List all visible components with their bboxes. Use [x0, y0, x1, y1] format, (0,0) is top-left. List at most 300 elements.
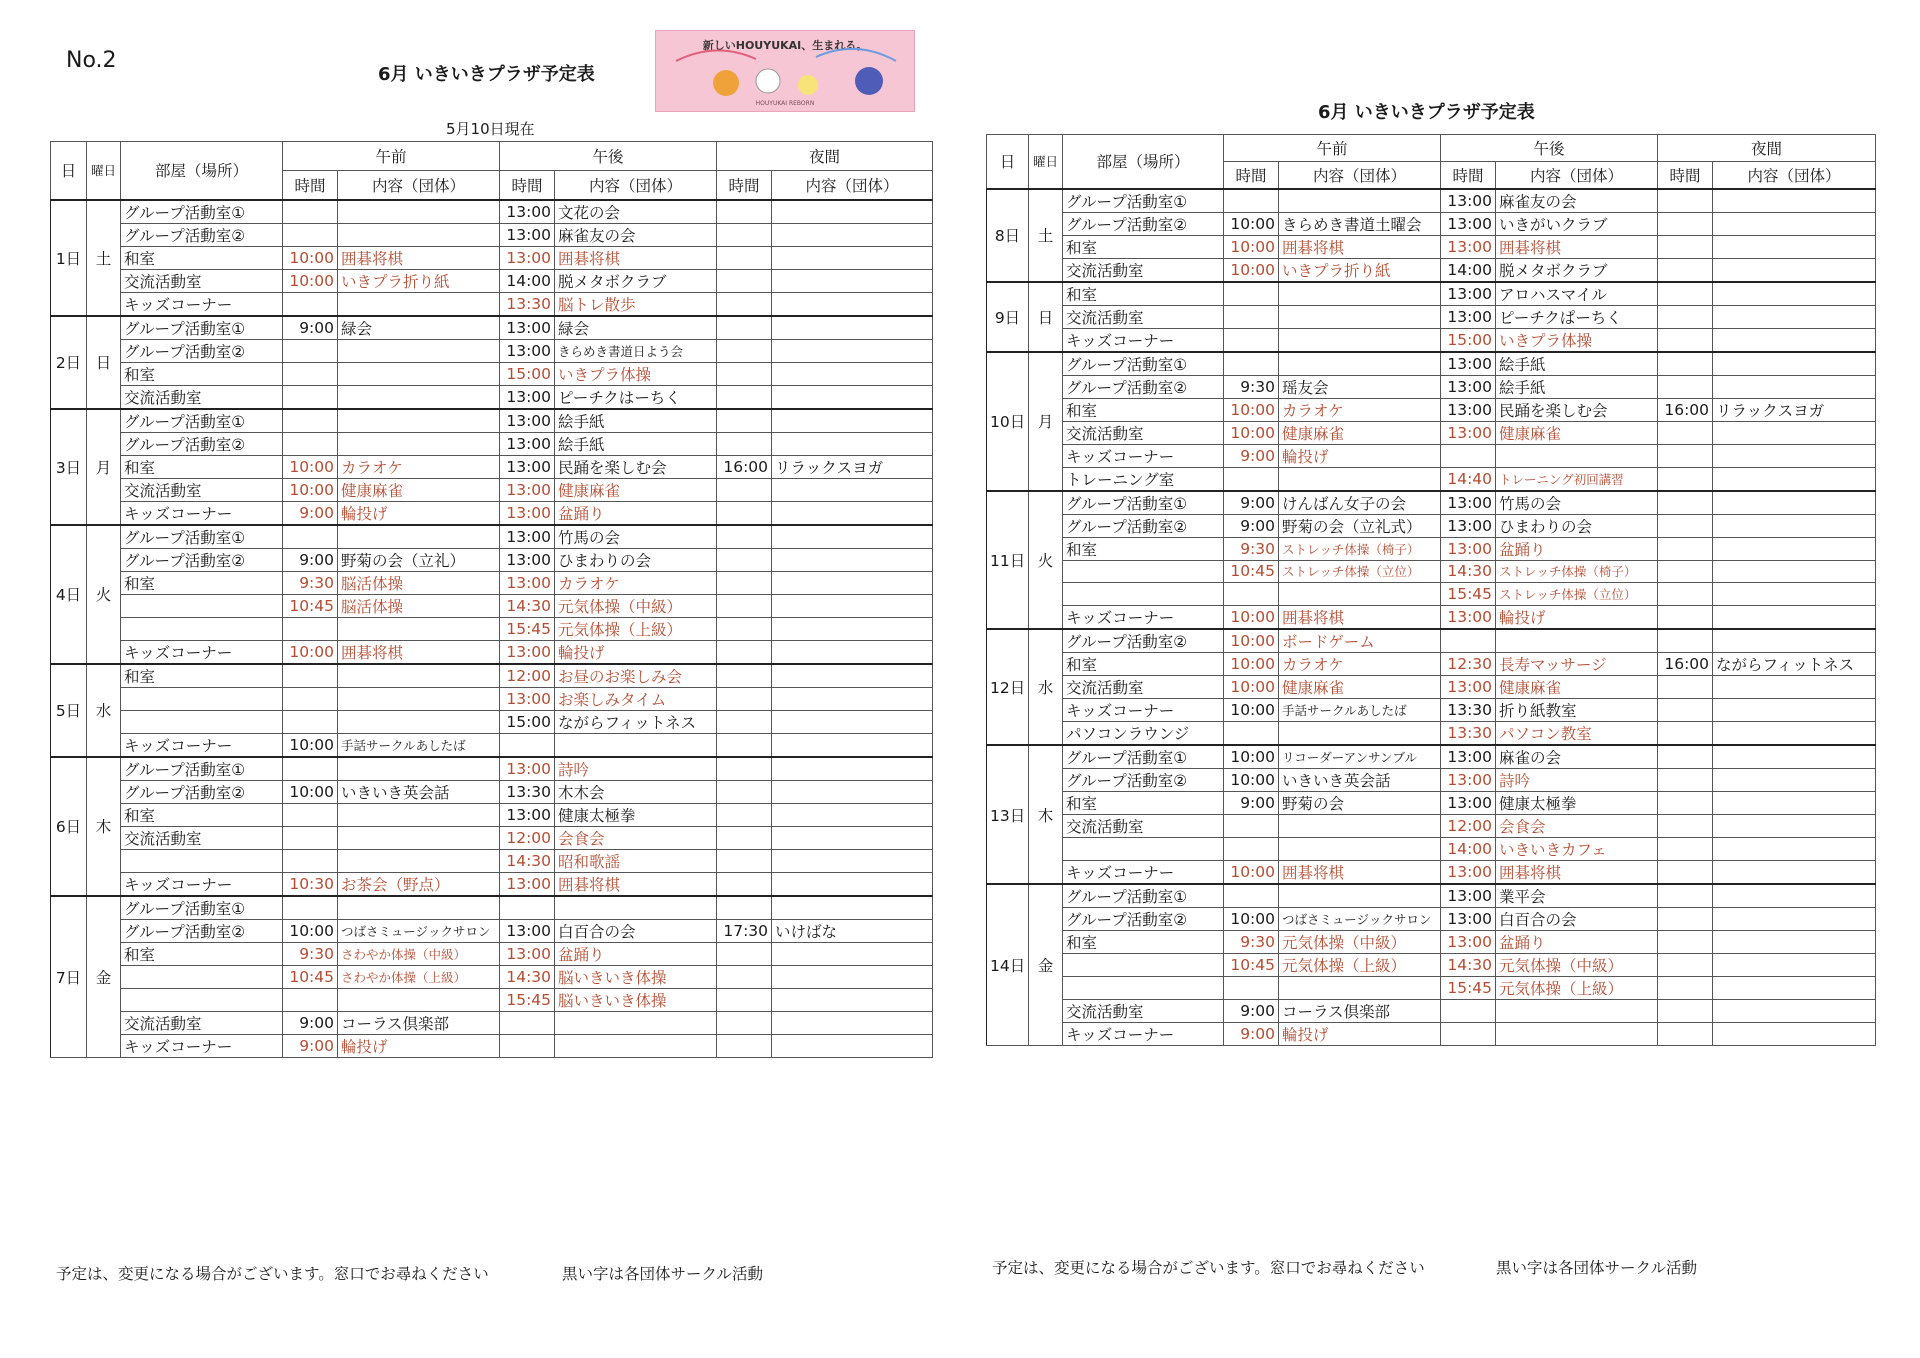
- day-cell: 2日: [51, 316, 87, 409]
- morning-time-cell: 9:30: [283, 942, 338, 965]
- night-content-cell: [772, 733, 933, 757]
- afternoon-content-cell: お楽しみタイム: [555, 687, 717, 710]
- morning-time-cell: 10:00: [1224, 676, 1279, 699]
- afternoon-content-cell: 健康麻雀: [555, 478, 717, 501]
- afternoon-content-cell: 囲碁将棋: [555, 246, 717, 269]
- afternoon-content-cell: 健康太極拳: [555, 803, 717, 826]
- night-time-cell: [717, 803, 772, 826]
- morning-time-cell: [1224, 189, 1279, 213]
- col-weekday: 曜日: [1029, 135, 1063, 189]
- room-cell: 交流活動室: [121, 478, 283, 501]
- night-content-cell: [772, 710, 933, 733]
- night-content-cell: [772, 292, 933, 316]
- banner-illustration-icon: [656, 31, 914, 111]
- morning-time-cell: 10:45: [1224, 954, 1279, 977]
- morning-time-cell: [283, 292, 338, 316]
- afternoon-time-cell: 13:00: [1441, 491, 1496, 515]
- morning-content-cell: ボードゲーム: [1279, 629, 1441, 653]
- afternoon-time-cell: 13:00: [500, 757, 555, 781]
- afternoon-content-cell: 民踊を楽しむ会: [555, 455, 717, 478]
- room-cell: キッズコーナー: [121, 292, 283, 316]
- night-time-cell: [1658, 676, 1713, 699]
- morning-content-cell: [1279, 467, 1441, 491]
- night-content-cell: [772, 640, 933, 664]
- room-cell: グループ活動室②: [121, 223, 283, 246]
- morning-content-cell: [1279, 838, 1441, 861]
- morning-time-cell: [283, 362, 338, 385]
- room-cell: [121, 617, 283, 640]
- schedule-row: [51, 362, 933, 385]
- morning-time-cell: [283, 826, 338, 849]
- schedule-row: [987, 815, 1876, 838]
- afternoon-content-cell: [555, 733, 717, 757]
- schedule-row: [51, 942, 933, 965]
- room-cell: 和室: [121, 803, 283, 826]
- room-cell: 交流活動室: [121, 1011, 283, 1034]
- room-cell: キッズコーナー: [121, 501, 283, 525]
- morning-time-cell: [1224, 352, 1279, 376]
- afternoon-content-cell: [1496, 1000, 1658, 1023]
- room-cell: [121, 988, 283, 1011]
- schedule-row: [987, 375, 1876, 398]
- morning-time-cell: [283, 803, 338, 826]
- room-cell: グループ活動室②: [1063, 212, 1224, 235]
- night-content-cell: [1713, 884, 1876, 908]
- afternoon-content-cell: 木木会: [555, 780, 717, 803]
- room-cell: グループ活動室①: [121, 525, 283, 549]
- morning-time-cell: 10:00: [1224, 629, 1279, 653]
- morning-content-cell: ストレッチ体操（椅子）: [1279, 537, 1441, 560]
- col-night-time: 時間: [1658, 162, 1713, 189]
- schedule-row: [987, 189, 1876, 213]
- afternoon-content-cell: 絵手紙: [1496, 375, 1658, 398]
- night-time-cell: [717, 246, 772, 269]
- room-cell: 和室: [1063, 653, 1224, 676]
- morning-time-cell: 10:30: [283, 872, 338, 896]
- morning-content-cell: カラオケ: [1279, 653, 1441, 676]
- morning-time-cell: 10:00: [283, 640, 338, 664]
- night-time-cell: [717, 478, 772, 501]
- right-footer-note: 予定は、変更になる場合がございます。窓口でお尋ねください: [992, 1259, 1425, 1277]
- afternoon-time-cell: 13:30: [1441, 699, 1496, 722]
- night-time-cell: 17:30: [717, 919, 772, 942]
- night-time-cell: [1658, 977, 1713, 1000]
- night-content-cell: [1713, 676, 1876, 699]
- afternoon-time-cell: 14:30: [1441, 954, 1496, 977]
- schedule-row: [987, 653, 1876, 676]
- night-time-cell: [717, 617, 772, 640]
- afternoon-content-cell: 緑会: [555, 316, 717, 340]
- night-time-cell: [717, 571, 772, 594]
- afternoon-content-cell: 囲碁将棋: [1496, 235, 1658, 258]
- col-am: 午前: [283, 142, 500, 171]
- schedule-row: [987, 398, 1876, 421]
- afternoon-content-cell: 麻雀の会: [1496, 745, 1658, 769]
- night-time-cell: [717, 292, 772, 316]
- room-cell: 交流活動室: [1063, 815, 1224, 838]
- afternoon-time-cell: 13:00: [1441, 908, 1496, 931]
- afternoon-content-cell: ひまわりの会: [555, 548, 717, 571]
- col-room: 部屋（場所）: [1063, 135, 1224, 189]
- morning-content-cell: きらめき書道土曜会: [1279, 212, 1441, 235]
- room-cell: グループ活動室②: [121, 432, 283, 455]
- schedule-row: [987, 908, 1876, 931]
- morning-content-cell: いきプラ折り紙: [338, 269, 500, 292]
- night-content-cell: [772, 664, 933, 688]
- night-time-cell: [1658, 560, 1713, 583]
- afternoon-time-cell: 13:00: [1441, 421, 1496, 444]
- afternoon-content-cell: ピーチクはーちく: [555, 385, 717, 409]
- afternoon-content-cell: ストレッチ体操（立位）: [1496, 583, 1658, 606]
- morning-time-cell: 9:30: [283, 571, 338, 594]
- afternoon-time-cell: 13:00: [500, 640, 555, 664]
- night-time-cell: [1658, 1023, 1713, 1046]
- night-content-cell: [772, 942, 933, 965]
- night-time-cell: [717, 269, 772, 292]
- room-cell: [121, 594, 283, 617]
- morning-time-cell: 10:00: [1224, 606, 1279, 630]
- morning-content-cell: 脳活体操: [338, 571, 500, 594]
- night-content-cell: [772, 896, 933, 920]
- day-cell: 11日: [987, 491, 1029, 630]
- schedule-row: [987, 606, 1876, 630]
- room-cell: 和室: [121, 455, 283, 478]
- afternoon-content-cell: 健康麻雀: [1496, 421, 1658, 444]
- col-pm-time: 時間: [500, 171, 555, 200]
- room-cell: グループ活動室②: [121, 339, 283, 362]
- left-title: 6月 いきいきプラザ予定表: [378, 64, 595, 85]
- room-cell: 和室: [1063, 792, 1224, 815]
- afternoon-content-cell: 詩吟: [1496, 769, 1658, 792]
- afternoon-content-cell: 業平会: [1496, 884, 1658, 908]
- night-time-cell: 16:00: [1658, 653, 1713, 676]
- night-content-cell: [1713, 769, 1876, 792]
- morning-time-cell: [1224, 977, 1279, 1000]
- morning-content-cell: つばさミュージックサロン: [1279, 908, 1441, 931]
- afternoon-time-cell: 13:00: [500, 478, 555, 501]
- night-content-cell: [772, 478, 933, 501]
- morning-content-cell: [338, 292, 500, 316]
- morning-content-cell: 元気体操（中級）: [1279, 931, 1441, 954]
- night-content-cell: [1713, 745, 1876, 769]
- room-cell: グループ活動室②: [1063, 769, 1224, 792]
- schedule-row: [51, 710, 933, 733]
- morning-content-cell: コーラス倶楽部: [1279, 1000, 1441, 1023]
- afternoon-content-cell: 元気体操（上級）: [555, 617, 717, 640]
- morning-time-cell: 9:00: [283, 1034, 338, 1057]
- room-cell: グループ活動室①: [121, 316, 283, 340]
- night-time-cell: [717, 733, 772, 757]
- afternoon-content-cell: カラオケ: [555, 571, 717, 594]
- room-cell: キッズコーナー: [121, 1034, 283, 1057]
- afternoon-content-cell: [555, 1011, 717, 1034]
- afternoon-time-cell: 15:00: [500, 362, 555, 385]
- afternoon-time-cell: [1441, 629, 1496, 653]
- afternoon-content-cell: パソコン教室: [1496, 722, 1658, 746]
- col-pm-content: 内容（団体）: [1496, 162, 1658, 189]
- schedule-row: [987, 977, 1876, 1000]
- morning-time-cell: [283, 988, 338, 1011]
- night-content-cell: [1713, 583, 1876, 606]
- room-cell: [1063, 560, 1224, 583]
- schedule-row: [987, 792, 1876, 815]
- as-of-date: 5月10日現在: [446, 120, 535, 138]
- room-cell: キッズコーナー: [1063, 444, 1224, 467]
- schedule-row: [51, 292, 933, 316]
- night-content-cell: [772, 409, 933, 433]
- morning-time-cell: 9:00: [283, 548, 338, 571]
- night-time-cell: [1658, 189, 1713, 213]
- morning-time-cell: 10:00: [1224, 421, 1279, 444]
- afternoon-content-cell: 会食会: [1496, 815, 1658, 838]
- night-time-cell: [717, 988, 772, 1011]
- morning-content-cell: 輪投げ: [338, 501, 500, 525]
- schedule-row: [51, 594, 933, 617]
- afternoon-time-cell: 13:00: [500, 571, 555, 594]
- room-cell: 交流活動室: [1063, 305, 1224, 328]
- night-time-cell: [717, 200, 772, 224]
- afternoon-time-cell: 13:30: [1441, 722, 1496, 746]
- room-cell: グループ活動室①: [1063, 884, 1224, 908]
- morning-content-cell: [338, 617, 500, 640]
- afternoon-time-cell: 12:30: [1441, 653, 1496, 676]
- afternoon-time-cell: 14:00: [500, 269, 555, 292]
- afternoon-content-cell: 囲碁将棋: [1496, 861, 1658, 885]
- schedule-row: [51, 988, 933, 1011]
- day-cell: 14日: [987, 884, 1029, 1046]
- weekday-cell: 月: [87, 409, 121, 525]
- left-footer-note: 予定は、変更になる場合がございます。窓口でお尋ねください: [56, 1265, 489, 1283]
- morning-content-cell: [338, 803, 500, 826]
- night-content-cell: [772, 200, 933, 224]
- weekday-cell: 火: [87, 525, 121, 664]
- room-cell: グループ活動室①: [121, 896, 283, 920]
- room-cell: 交流活動室: [1063, 1000, 1224, 1023]
- room-cell: 和室: [1063, 282, 1224, 306]
- afternoon-content-cell: 昭和歌謡: [555, 849, 717, 872]
- afternoon-content-cell: [1496, 629, 1658, 653]
- morning-time-cell: 10:00: [1224, 258, 1279, 282]
- weekday-cell: 金: [1029, 884, 1063, 1046]
- night-time-cell: [1658, 699, 1713, 722]
- afternoon-content-cell: きらめき書道日よう会: [555, 339, 717, 362]
- afternoon-content-cell: ながらフィットネス: [555, 710, 717, 733]
- night-time-cell: [717, 1011, 772, 1034]
- afternoon-content-cell: ピーチクぱーちく: [1496, 305, 1658, 328]
- col-room: 部屋（場所）: [121, 142, 283, 200]
- schedule-row: [51, 687, 933, 710]
- afternoon-time-cell: 14:30: [500, 594, 555, 617]
- room-cell: 和室: [121, 664, 283, 688]
- morning-content-cell: [1279, 884, 1441, 908]
- day-cell: 13日: [987, 745, 1029, 884]
- afternoon-content-cell: ストレッチ体操（椅子）: [1496, 560, 1658, 583]
- night-content-cell: [772, 872, 933, 896]
- schedule-row: [51, 455, 933, 478]
- afternoon-content-cell: お昼のお楽しみ会: [555, 664, 717, 688]
- room-cell: キッズコーナー: [1063, 606, 1224, 630]
- afternoon-content-cell: 元気体操（上級）: [1496, 977, 1658, 1000]
- morning-time-cell: 10:00: [1224, 745, 1279, 769]
- afternoon-content-cell: [1496, 444, 1658, 467]
- afternoon-time-cell: 14:30: [1441, 560, 1496, 583]
- morning-time-cell: 10:45: [283, 965, 338, 988]
- morning-content-cell: [1279, 815, 1441, 838]
- morning-time-cell: [283, 432, 338, 455]
- schedule-row: [51, 200, 933, 224]
- night-content-cell: [772, 826, 933, 849]
- col-am-time: 時間: [283, 171, 338, 200]
- morning-content-cell: [338, 849, 500, 872]
- morning-time-cell: [283, 849, 338, 872]
- night-content-cell: [772, 594, 933, 617]
- schedule-row: [987, 258, 1876, 282]
- night-content-cell: [1713, 560, 1876, 583]
- night-time-cell: [717, 548, 772, 571]
- morning-time-cell: 9:00: [1224, 792, 1279, 815]
- morning-content-cell: リコーダーアンサンブル: [1279, 745, 1441, 769]
- morning-time-cell: 10:00: [1224, 398, 1279, 421]
- morning-content-cell: [338, 200, 500, 224]
- schedule-row: [987, 514, 1876, 537]
- morning-time-cell: 10:00: [1224, 212, 1279, 235]
- morning-content-cell: 野菊の会: [1279, 792, 1441, 815]
- afternoon-content-cell: いきがいクラブ: [1496, 212, 1658, 235]
- day-cell: 3日: [51, 409, 87, 525]
- night-content-cell: [772, 432, 933, 455]
- weekday-cell: 水: [87, 664, 121, 757]
- night-content-cell: [1713, 212, 1876, 235]
- schedule-row: [51, 965, 933, 988]
- afternoon-time-cell: 13:00: [500, 919, 555, 942]
- room-cell: グループ活動室①: [1063, 352, 1224, 376]
- night-time-cell: [717, 339, 772, 362]
- morning-time-cell: 10:00: [283, 246, 338, 269]
- morning-content-cell: さわやか体操（上級）: [338, 965, 500, 988]
- afternoon-time-cell: [500, 1011, 555, 1034]
- night-content-cell: [1713, 305, 1876, 328]
- morning-time-cell: 9:00: [1224, 491, 1279, 515]
- afternoon-content-cell: 詩吟: [555, 757, 717, 781]
- schedule-row: [51, 803, 933, 826]
- afternoon-time-cell: 13:00: [1441, 792, 1496, 815]
- afternoon-content-cell: 麻雀友の会: [555, 223, 717, 246]
- morning-content-cell: 囲碁将棋: [1279, 861, 1441, 885]
- room-cell: 和室: [121, 942, 283, 965]
- night-time-cell: [717, 664, 772, 688]
- afternoon-time-cell: 13:00: [500, 525, 555, 549]
- room-cell: [1063, 954, 1224, 977]
- night-content-cell: [772, 571, 933, 594]
- schedule-row: [987, 1000, 1876, 1023]
- col-day: 日: [51, 142, 87, 200]
- night-content-cell: リラックスヨガ: [772, 455, 933, 478]
- schedule-row: [51, 501, 933, 525]
- right-title: 6月 いきいきプラザ予定表: [1318, 102, 1535, 123]
- morning-content-cell: 囲碁将棋: [338, 640, 500, 664]
- room-cell: [1063, 583, 1224, 606]
- night-time-cell: [1658, 352, 1713, 376]
- night-content-cell: [772, 687, 933, 710]
- morning-content-cell: いきプラ折り紙: [1279, 258, 1441, 282]
- banner-text: 新しいHOUYUKAI、生まれる。: [702, 39, 868, 52]
- right-schedule-table: [986, 134, 1876, 1046]
- night-content-cell: [1713, 444, 1876, 467]
- room-cell: 交流活動室: [1063, 676, 1224, 699]
- schedule-row: [51, 757, 933, 781]
- night-time-cell: [1658, 212, 1713, 235]
- afternoon-content-cell: 絵手紙: [555, 432, 717, 455]
- col-night-content: 内容（団体）: [772, 171, 933, 200]
- morning-content-cell: 手話サークルあしたば: [1279, 699, 1441, 722]
- afternoon-time-cell: 13:00: [1441, 305, 1496, 328]
- morning-time-cell: 9:00: [283, 1011, 338, 1034]
- morning-content-cell: カラオケ: [338, 455, 500, 478]
- room-cell: グループ活動室①: [121, 409, 283, 433]
- morning-content-cell: [1279, 305, 1441, 328]
- afternoon-content-cell: [555, 1034, 717, 1057]
- night-time-cell: [717, 942, 772, 965]
- col-night: 夜間: [717, 142, 933, 171]
- morning-content-cell: [338, 710, 500, 733]
- morning-content-cell: 脳活体操: [338, 594, 500, 617]
- room-cell: [121, 687, 283, 710]
- schedule-row: [51, 849, 933, 872]
- schedule-row: [987, 676, 1876, 699]
- night-time-cell: [717, 757, 772, 781]
- afternoon-time-cell: 13:00: [500, 803, 555, 826]
- morning-time-cell: [283, 664, 338, 688]
- room-cell: 交流活動室: [121, 385, 283, 409]
- morning-content-cell: [1279, 352, 1441, 376]
- night-time-cell: [717, 316, 772, 340]
- night-time-cell: [717, 896, 772, 920]
- morning-content-cell: いきいき英会話: [1279, 769, 1441, 792]
- page-number: No.2: [66, 48, 117, 73]
- room-cell: グループ活動室①: [1063, 491, 1224, 515]
- afternoon-content-cell: 元気体操（中級）: [1496, 954, 1658, 977]
- morning-time-cell: [1224, 583, 1279, 606]
- morning-content-cell: 手話サークルあしたば: [338, 733, 500, 757]
- schedule-row: [51, 223, 933, 246]
- afternoon-time-cell: [1441, 1000, 1496, 1023]
- night-time-cell: [1658, 908, 1713, 931]
- night-time-cell: [1658, 861, 1713, 885]
- afternoon-content-cell: 麻雀友の会: [1496, 189, 1658, 213]
- afternoon-time-cell: 15:45: [1441, 977, 1496, 1000]
- afternoon-content-cell: 折り紙教室: [1496, 699, 1658, 722]
- room-cell: グループ活動室①: [121, 757, 283, 781]
- schedule-row: [987, 629, 1876, 653]
- afternoon-content-cell: トレーニング初回講習: [1496, 467, 1658, 491]
- day-cell: 1日: [51, 200, 87, 316]
- morning-content-cell: [338, 409, 500, 433]
- morning-content-cell: [1279, 282, 1441, 306]
- night-content-cell: [1713, 421, 1876, 444]
- afternoon-time-cell: 13:30: [500, 292, 555, 316]
- morning-time-cell: 9:00: [283, 316, 338, 340]
- morning-content-cell: [338, 525, 500, 549]
- night-time-cell: [717, 965, 772, 988]
- afternoon-time-cell: 15:45: [1441, 583, 1496, 606]
- morning-content-cell: お茶会（野点）: [338, 872, 500, 896]
- morning-time-cell: [283, 757, 338, 781]
- schedule-row: [51, 269, 933, 292]
- morning-time-cell: [283, 339, 338, 362]
- night-time-cell: [717, 1034, 772, 1057]
- afternoon-time-cell: [1441, 444, 1496, 467]
- night-time-cell: [717, 525, 772, 549]
